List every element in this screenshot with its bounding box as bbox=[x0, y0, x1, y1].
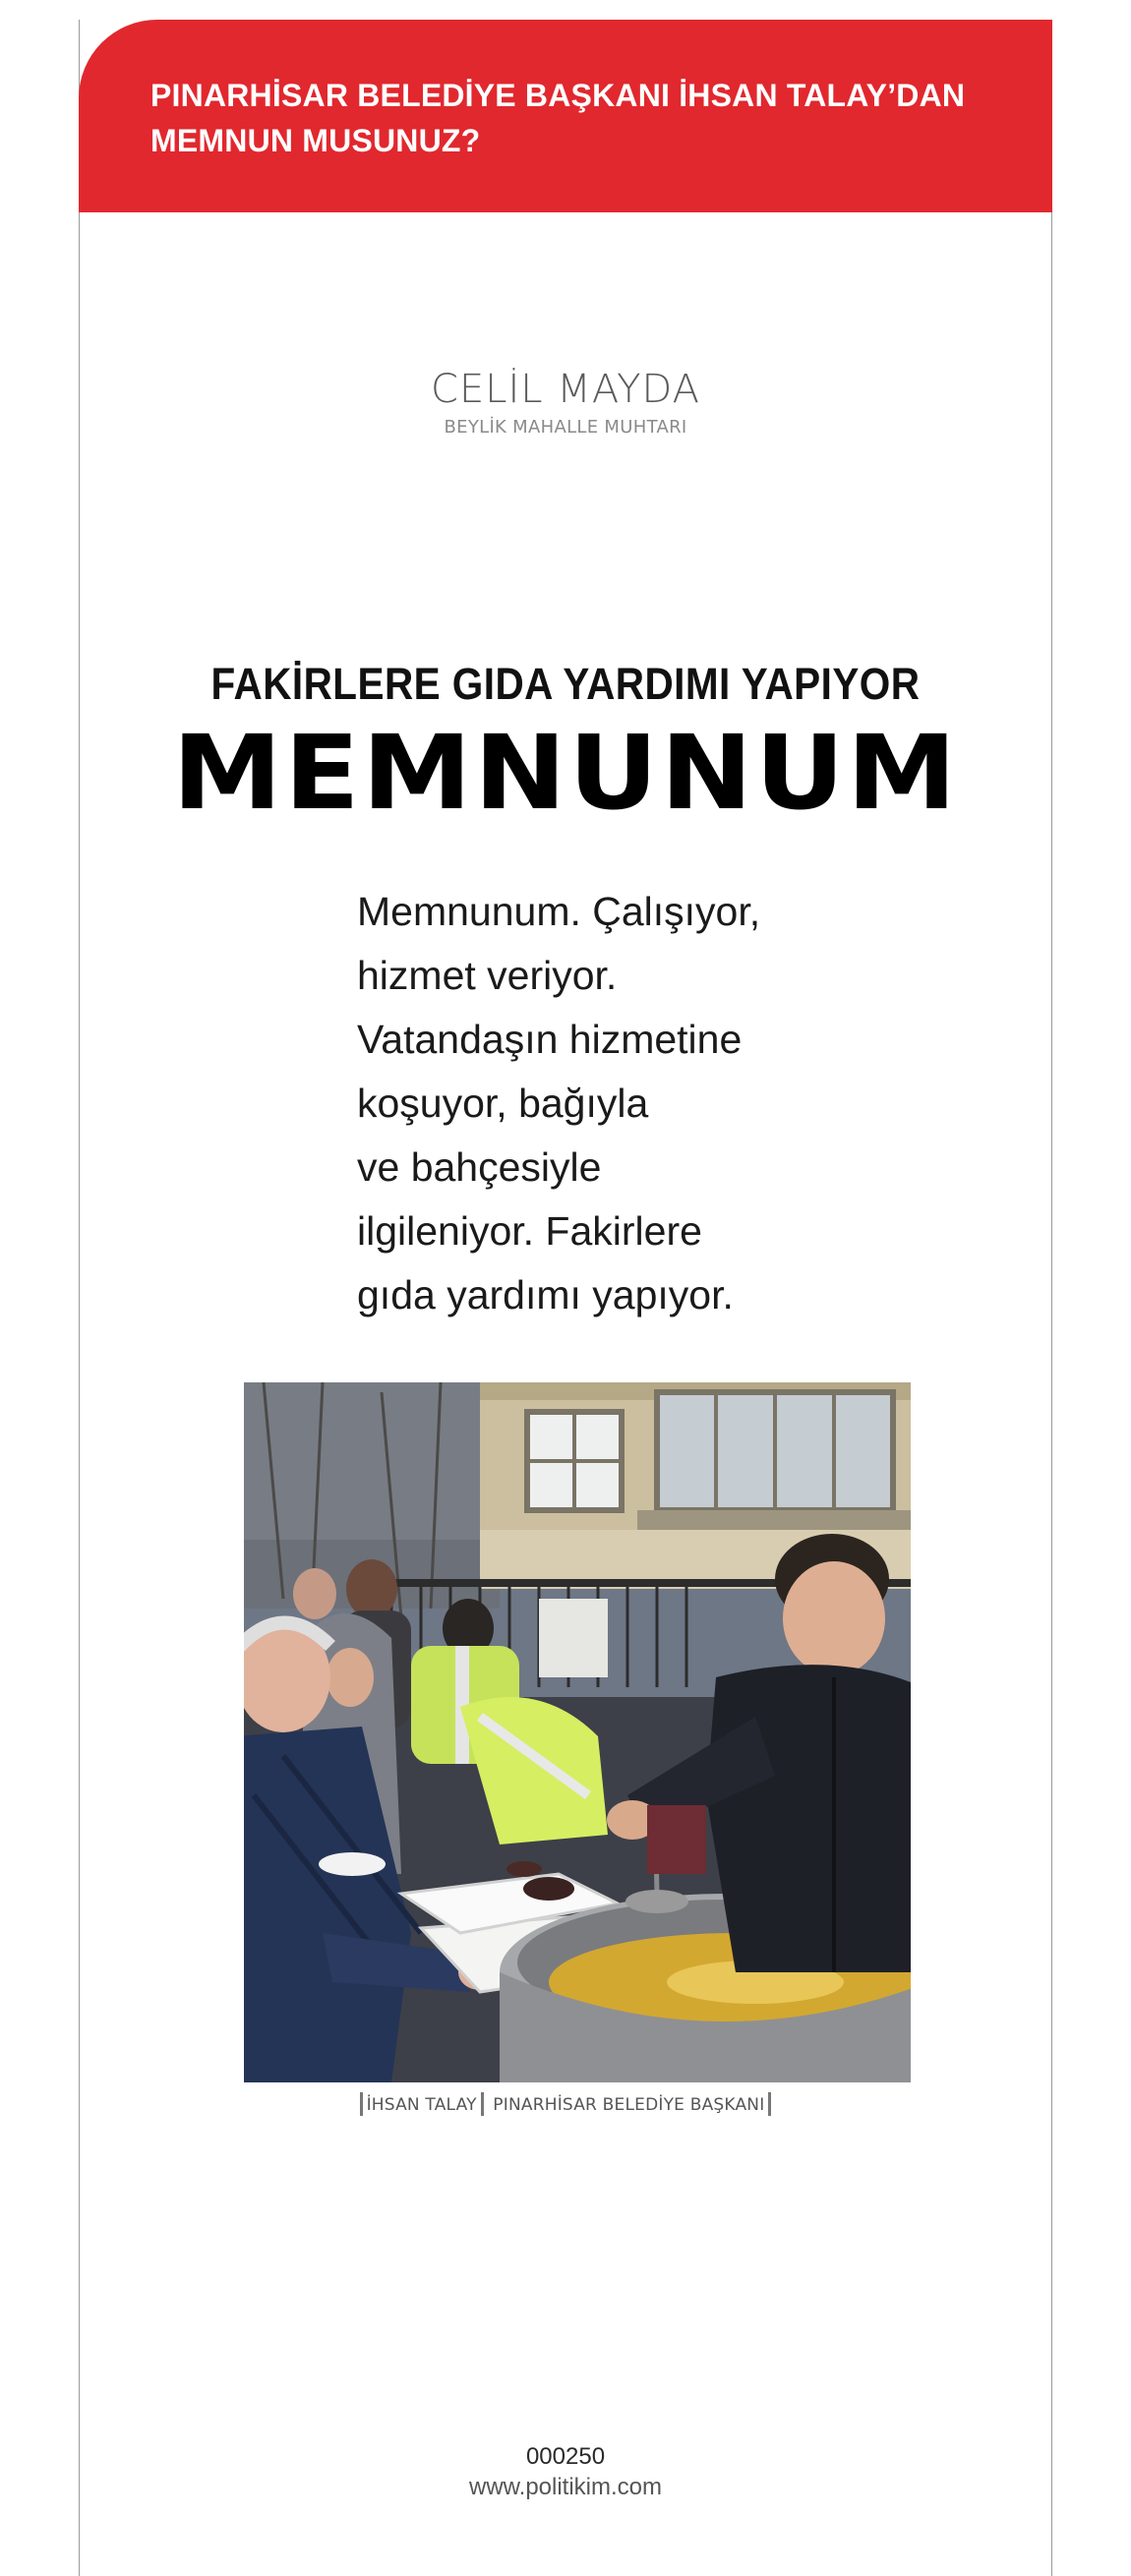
article-quote bbox=[357, 880, 868, 1327]
header-title-line2: MEMNUN MUSUNUZ? bbox=[150, 123, 481, 158]
quote-line: gıda yardımı yapıyor. bbox=[357, 1272, 734, 1317]
quote-line: hizmet veriyor. bbox=[357, 953, 618, 998]
header-title-line1: PINARHİSAR BELEDİYE BAŞKANI İHSAN TALAY’DAN bbox=[150, 78, 966, 113]
respondent-title: BEYLİK MAHALLE MUHTARI bbox=[444, 417, 687, 438]
article-headline: MEMNUNUM bbox=[172, 713, 959, 833]
caption-divider bbox=[481, 2092, 484, 2116]
quote-line: Memnunum. Çalışıyor, bbox=[357, 889, 761, 934]
header-title bbox=[150, 73, 1033, 163]
caption-divider bbox=[360, 2092, 363, 2116]
caption-name: İHSAN TALAY bbox=[366, 2095, 477, 2115]
quote-line: koşuyor, bağıyla bbox=[357, 1081, 649, 1126]
quote-line: ilgileniyor. Fakirlere bbox=[357, 1208, 702, 1254]
footer-code: 000250 bbox=[525, 2443, 606, 2470]
article-subhead: FAKİRLERE GIDA YARDIMI YAPIYOR bbox=[210, 659, 921, 709]
header-banner bbox=[79, 20, 1052, 212]
caption-divider bbox=[768, 2092, 771, 2116]
quote-line: Vatandaşın hizmetine bbox=[357, 1017, 743, 1062]
respondent-block bbox=[0, 366, 1131, 438]
photo-caption bbox=[0, 2092, 1131, 2116]
quote-line: ve bahçesiyle bbox=[357, 1144, 602, 1190]
footer bbox=[0, 2442, 1131, 2503]
respondent-name: CELİL MAYDA bbox=[431, 367, 700, 412]
caption-role: PINARHİSAR BELEDİYE BAŞKANI bbox=[493, 2095, 765, 2115]
footer-url[interactable]: www.politikim.com bbox=[468, 2474, 663, 2500]
news-photo bbox=[244, 1382, 911, 2082]
news-photo-illustration bbox=[244, 1382, 911, 2082]
